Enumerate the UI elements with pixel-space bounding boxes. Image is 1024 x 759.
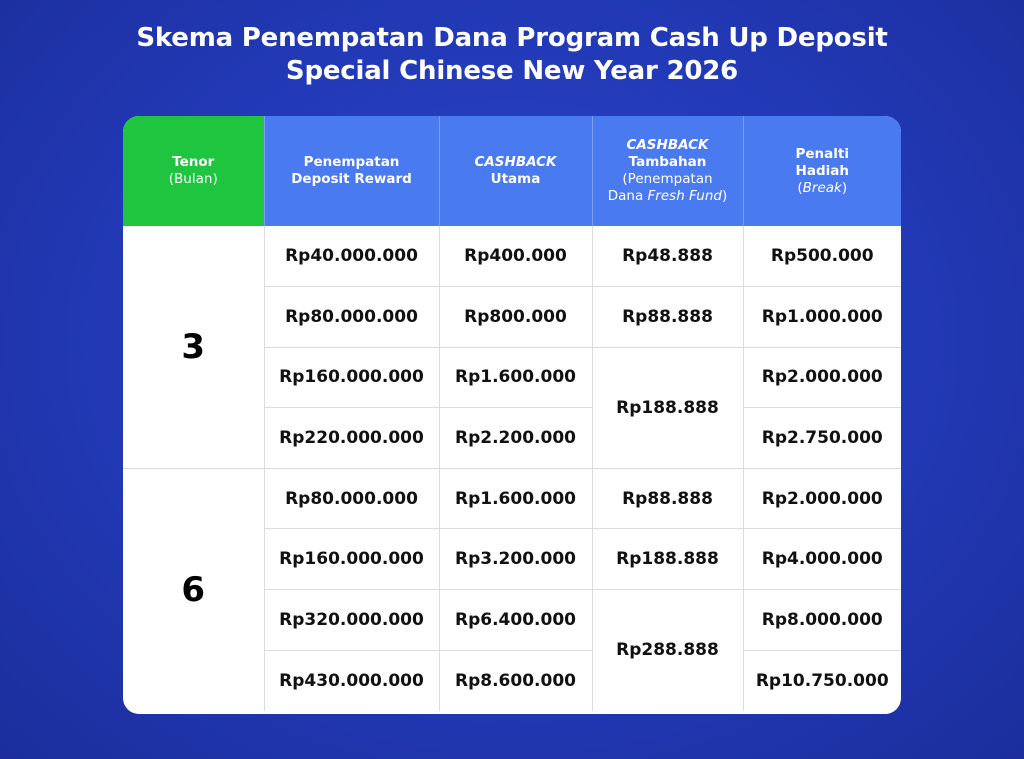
header-penalty-line2: Hadiah — [795, 162, 849, 179]
cashback-cell: Rp3.200.000 — [439, 529, 592, 590]
header-penalty-line1: Penalti — [795, 145, 849, 162]
deposit-cell: Rp320.000.000 — [264, 590, 439, 651]
header-cashback-extra-fresh-fund: Fresh Fund — [647, 188, 722, 204]
tenor-cell: 6 — [123, 468, 264, 710]
cashback-cell: Rp1.600.000 — [439, 468, 592, 529]
header-penalty — [743, 116, 901, 226]
penalty-cell: Rp2.000.000 — [743, 347, 901, 408]
table-row — [123, 468, 901, 529]
header-cashback — [439, 116, 592, 226]
cashback-cell: Rp800.000 — [439, 287, 592, 348]
deposit-cell: Rp80.000.000 — [264, 468, 439, 529]
header-cashback-line2: Utama — [490, 171, 541, 187]
cashback-cell: Rp400.000 — [439, 226, 592, 287]
penalty-cell: Rp2.000.000 — [743, 468, 901, 529]
cashback-extra-cell: Rp48.888 — [592, 226, 743, 287]
deposit-scheme-table — [123, 116, 901, 714]
header-penalty-paren-close: ) — [841, 179, 848, 196]
penalty-cell: Rp2.750.000 — [743, 408, 901, 469]
cashback-cell: Rp8.600.000 — [439, 650, 592, 711]
table-header-row — [123, 116, 901, 226]
penalty-cell: Rp1.000.000 — [743, 287, 901, 348]
header-tenor — [123, 116, 264, 226]
header-penalty-paren-open: ( — [797, 179, 803, 196]
header-deposit-line1: Penempatan — [303, 154, 400, 170]
header-penalty-break: Break — [802, 179, 842, 196]
header-cashback-extra-line4-a: Dana — [607, 188, 648, 204]
deposit-cell: Rp40.000.000 — [264, 226, 439, 287]
header-cashback-extra-line4-c: ) — [721, 188, 728, 204]
title-line-1: Skema Penempatan Dana Program Cash Up Deposit — [136, 23, 888, 53]
header-deposit — [264, 116, 439, 226]
penalty-cell: Rp500.000 — [743, 226, 901, 287]
header-cashback-extra — [592, 116, 743, 226]
header-deposit-line2: Deposit Reward — [291, 171, 412, 187]
header-tenor-unit: (Bulan) — [168, 171, 218, 187]
header-cashback-extra-line2: Tambahan — [628, 154, 707, 170]
penalty-cell: Rp4.000.000 — [743, 529, 901, 590]
cashback-extra-cell: Rp188.888 — [592, 347, 743, 468]
deposit-cell: Rp430.000.000 — [264, 650, 439, 711]
penalty-cell: Rp8.000.000 — [743, 590, 901, 651]
header-cashback-extra-line4 — [599, 188, 737, 205]
header-cashback-line1: CASHBACK — [474, 154, 557, 170]
cashback-extra-cell: Rp288.888 — [592, 590, 743, 711]
deposit-cell: Rp80.000.000 — [264, 287, 439, 348]
header-penalty-line3 — [750, 180, 896, 197]
header-cashback-extra-line3: (Penempatan — [622, 171, 713, 187]
header-cashback-extra-line1: CASHBACK — [626, 137, 709, 153]
table-row — [123, 226, 901, 287]
deposit-cell: Rp220.000.000 — [264, 408, 439, 469]
penalty-cell: Rp10.750.000 — [743, 650, 901, 711]
cashback-cell: Rp6.400.000 — [439, 590, 592, 651]
cashback-extra-cell: Rp188.888 — [592, 529, 743, 590]
header-tenor-label: Tenor — [172, 154, 215, 170]
tenor-cell: 3 — [181, 326, 206, 367]
cashback-extra-cell: Rp88.888 — [592, 287, 743, 348]
deposit-cell: Rp160.000.000 — [264, 529, 439, 590]
title-line-2: Special Chinese New Year 2026 — [285, 56, 739, 86]
cashback-cell: Rp1.600.000 — [439, 347, 592, 408]
deposit-cell: Rp160.000.000 — [264, 347, 439, 408]
page-title — [0, 22, 1024, 88]
cashback-extra-cell: Rp88.888 — [592, 468, 743, 529]
cashback-cell: Rp2.200.000 — [439, 408, 592, 469]
